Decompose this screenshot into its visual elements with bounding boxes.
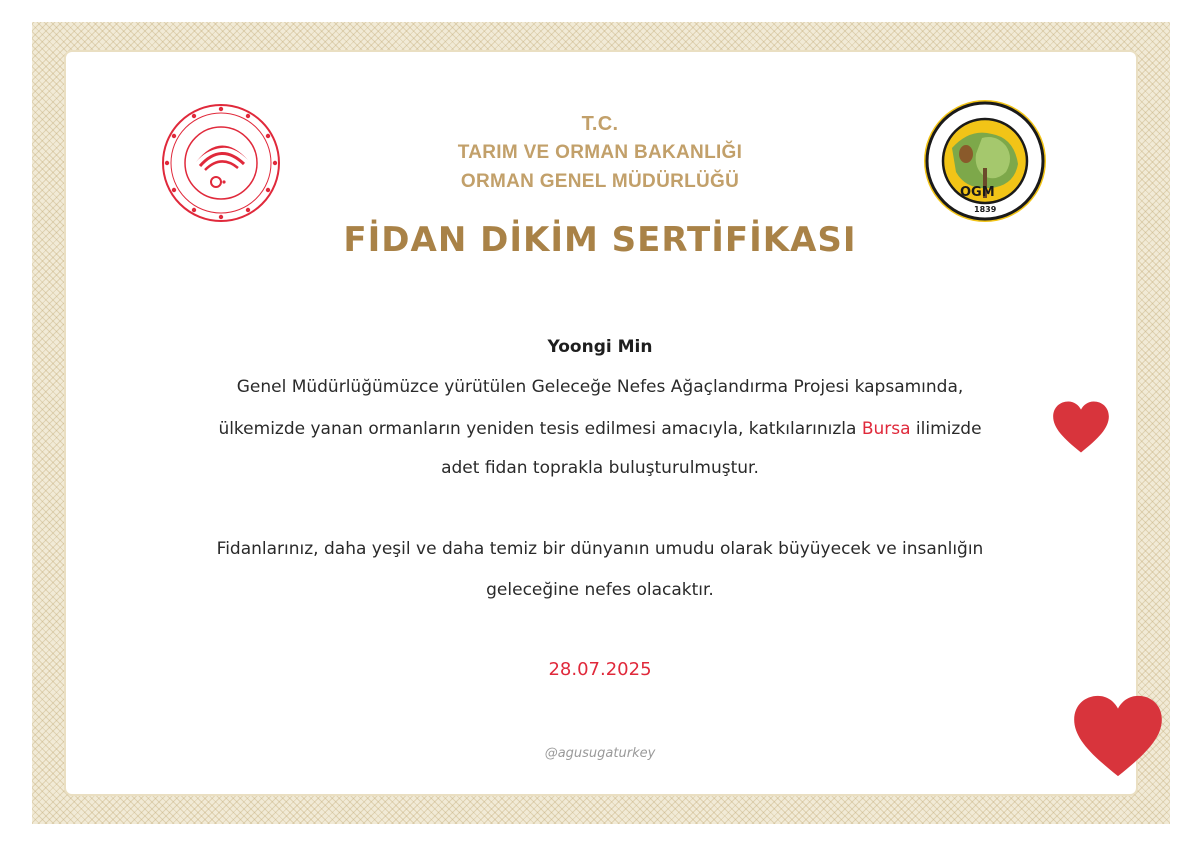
svg-text:OGM: OGM xyxy=(960,185,995,200)
svg-text:1839: 1839 xyxy=(974,205,997,214)
header-ministry: TARIM VE ORMAN BAKANLIĞI xyxy=(457,142,743,163)
certificate-title: FİDAN DİKİM SERTİFİKASI xyxy=(343,220,857,260)
header-country: T.C. xyxy=(581,113,619,135)
body-line-2 xyxy=(0,419,1200,439)
body-line-3: adet fidan toprakla buluşturulmuştur. xyxy=(441,458,759,478)
body-line-2-end: ilimizde xyxy=(910,419,982,439)
heart-icon xyxy=(1052,400,1110,454)
body-line-5: geleceğine nefes olacaktır. xyxy=(486,580,714,600)
body-line-2-start: ülkemizde yanan ormanların yeniden tesis edilmesi amacıyla, katkılarınızla xyxy=(218,419,862,439)
certificate-date: 28.07.2025 xyxy=(548,659,652,680)
social-handle: @agusugaturkey xyxy=(544,746,656,761)
header-directorate: ORMAN GENEL MÜDÜRLÜĞÜ xyxy=(460,171,740,192)
city-name: Bursa xyxy=(861,419,911,439)
body-line-4: Fidanlarınız, daha yeşil ve daha temiz bir dünyanın umudu olarak büyüyecek ve insanlığın xyxy=(216,539,984,559)
body-line-1: Genel Müdürlüğümüzce yürütülen Geleceğe Nefes Ağaçlandırma Projesi kapsamında, xyxy=(236,377,964,397)
heart-icon xyxy=(1072,694,1164,778)
recipient-name: Yoongi Min xyxy=(547,337,653,357)
